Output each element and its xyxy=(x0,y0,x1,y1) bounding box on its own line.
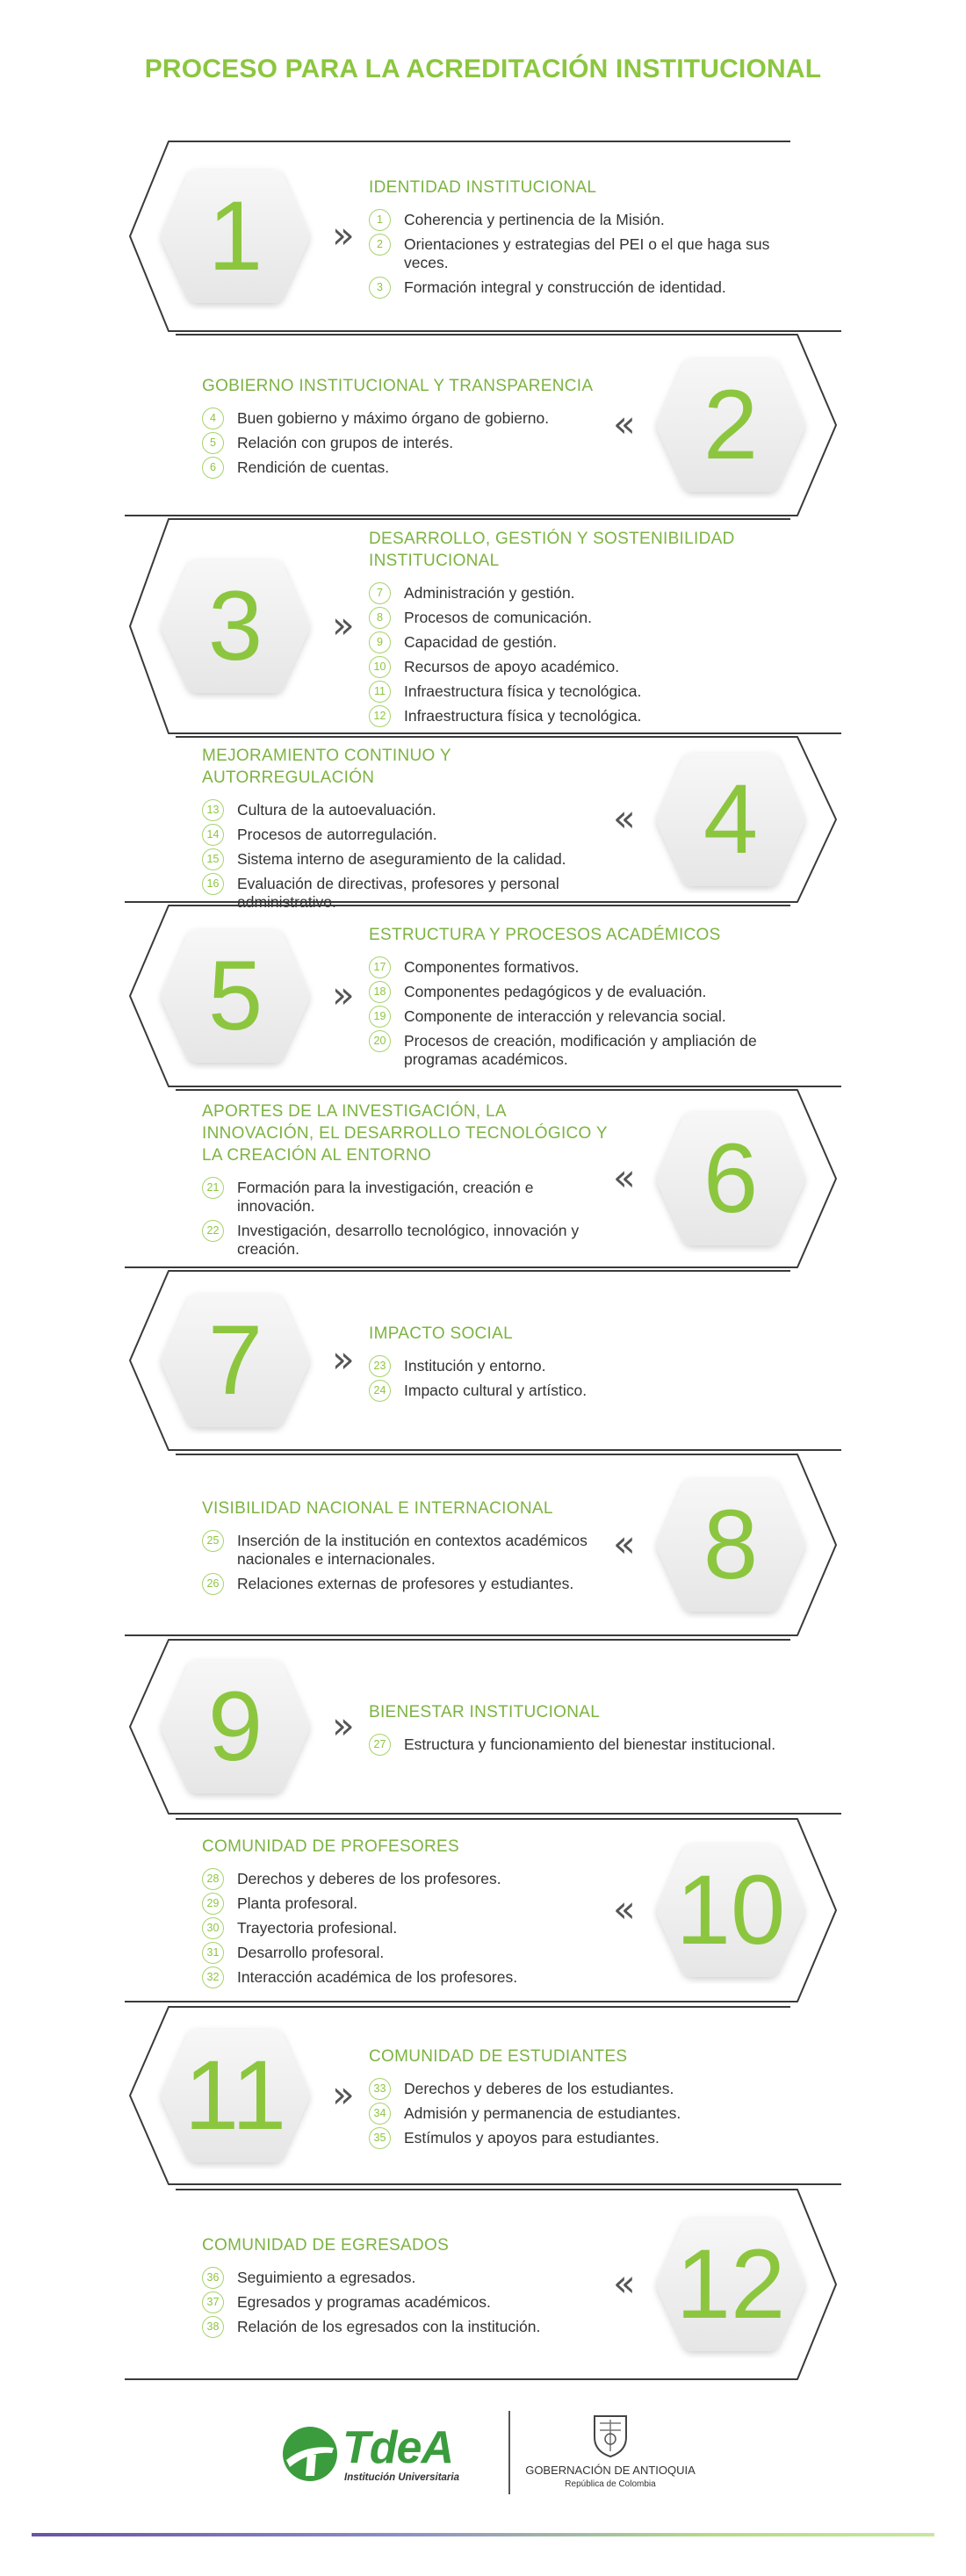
section-number: 9 xyxy=(207,1671,263,1781)
list-item xyxy=(369,1357,799,1375)
footer xyxy=(0,2402,966,2507)
item-number-badge: 21 xyxy=(202,1177,224,1199)
section-3 xyxy=(0,518,966,734)
item-text: Admisión y permanencia de estudiantes. xyxy=(404,2103,681,2122)
section-items xyxy=(369,1735,799,1754)
section-number: 6 xyxy=(703,1123,759,1233)
list-item xyxy=(369,211,799,229)
gobernacion-name: GOBERNACIÓN DE ANTIOQUIA xyxy=(525,2464,696,2477)
chevron-right-icon: » xyxy=(332,213,355,256)
item-text: Componentes pedagógicos y de evaluación. xyxy=(404,983,707,1000)
section-number: 1 xyxy=(207,181,263,291)
item-number-badge: 14 xyxy=(202,824,224,846)
section-content xyxy=(202,1497,615,1599)
item-number-badge: 11 xyxy=(369,681,391,703)
section-9 xyxy=(0,1639,966,1815)
item-number-badge: 38 xyxy=(202,2316,224,2338)
item-number-badge: 24 xyxy=(369,1380,391,1402)
list-item xyxy=(202,1944,615,1962)
list-item xyxy=(202,801,615,819)
section-items xyxy=(369,584,799,725)
item-number-badge: 36 xyxy=(202,2267,224,2289)
section-7 xyxy=(0,1270,966,1451)
item-number-badge: 29 xyxy=(202,1893,224,1915)
tdea-subtitle: Institución Universitaria xyxy=(344,2472,460,2483)
item-text: Procesos de comunicación. xyxy=(404,609,592,626)
section-items xyxy=(202,1532,615,1593)
section-content xyxy=(202,1100,615,1265)
tdea-emblem-icon xyxy=(281,2425,339,2483)
item-text: Formación para la investigación, creación e innovación. xyxy=(237,1178,534,1215)
item-text: Estímulos y apoyos para estudiantes. xyxy=(404,2128,660,2147)
item-text: Cultura de la autoevaluación. xyxy=(237,801,436,819)
list-item xyxy=(202,2318,615,2336)
item-text: Coherencia y pertinencia de la Misión. xyxy=(404,211,665,228)
item-number-badge: 2 xyxy=(369,234,391,256)
section-10 xyxy=(0,1818,966,2002)
item-number-badge: 22 xyxy=(202,1220,224,1242)
item-number-badge: 12 xyxy=(369,705,391,727)
item-number-badge: 25 xyxy=(202,1530,224,1552)
list-item xyxy=(369,278,799,297)
section-number: 10 xyxy=(675,1855,786,1965)
list-item xyxy=(202,1532,615,1569)
item-number-badge: 32 xyxy=(202,1966,224,1988)
section-items xyxy=(369,211,799,297)
item-text: Investigación, desarrollo tecnológico, innovación y creación. xyxy=(237,1221,580,1258)
section-number: 12 xyxy=(675,2229,786,2339)
chevron-left-icon: « xyxy=(613,1887,636,1930)
section-title: COMUNIDAD DE EGRESADOS xyxy=(202,2235,450,2255)
item-text: Infraestructura física y tecnológica. xyxy=(404,707,642,725)
section-12 xyxy=(0,2189,966,2380)
item-number-badge: 16 xyxy=(202,873,224,895)
item-text: Capacidad de gestión. xyxy=(404,633,558,651)
item-number-badge: 28 xyxy=(202,1868,224,1890)
section-title: ESTRUCTURA Y PROCESOS ACADÉMICOS xyxy=(369,926,721,944)
item-text: Desarrollo profesoral. xyxy=(237,1943,385,1961)
chevron-left-icon: « xyxy=(613,402,636,445)
section-2 xyxy=(0,334,966,516)
item-text: Infraestructura física y tecnológica. xyxy=(404,682,642,700)
item-number-badge: 6 xyxy=(202,457,224,479)
item-text: Relaciones externas de profesores y estudiantes. xyxy=(237,1575,574,1592)
section-items xyxy=(202,409,615,477)
item-text: Recursos de apoyo académico. xyxy=(404,658,620,675)
item-text: Formación integral y construcción de identidad. xyxy=(404,278,726,296)
section-title: COMUNIDAD DE PROFESORES xyxy=(202,1836,459,1856)
section-number: 3 xyxy=(207,571,263,681)
section-items xyxy=(369,1357,799,1400)
chevron-right-icon: » xyxy=(332,2073,355,2116)
section-title: IDENTIDAD INSTITUCIONAL xyxy=(369,178,597,197)
item-number-badge: 20 xyxy=(369,1030,391,1052)
item-text: Impacto cultural y artístico. xyxy=(404,1381,588,1399)
list-item xyxy=(369,2104,799,2123)
item-number-badge: 30 xyxy=(202,1917,224,1939)
item-text: Inserción de la institución en contextos académicos nacionales e internacionales. xyxy=(237,1532,588,1568)
item-text: Egresados y programas académicos. xyxy=(237,2292,491,2311)
section-items xyxy=(369,2080,799,2147)
item-text: Evaluación de directivas, profesores y personal administrativo. xyxy=(237,875,559,911)
section-title: MEJORAMIENTO CONTINUO Y AUTORREGULACIÓN xyxy=(202,747,451,787)
list-item xyxy=(369,633,799,652)
section-4 xyxy=(0,736,966,911)
item-text: Componente de interacción y relevancia social. xyxy=(404,1007,726,1025)
item-text: Seguimiento a egresados. xyxy=(237,2268,416,2286)
section-items xyxy=(202,1179,615,1259)
item-text: Procesos de autorregulación. xyxy=(237,826,437,843)
item-number-badge: 17 xyxy=(369,956,391,978)
item-number-badge: 19 xyxy=(369,1006,391,1028)
item-number-badge: 7 xyxy=(369,582,391,604)
section-number: 5 xyxy=(207,941,263,1050)
list-item xyxy=(369,682,799,701)
list-item xyxy=(202,1222,615,1259)
item-text: Derechos y deberes de los estudiantes. xyxy=(404,2079,674,2097)
list-item xyxy=(202,850,615,869)
chevron-right-icon: » xyxy=(332,1338,355,1381)
list-item xyxy=(369,658,799,676)
chevron-right-icon: » xyxy=(332,973,355,1016)
item-number-badge: 26 xyxy=(202,1573,224,1595)
item-number-badge: 15 xyxy=(202,848,224,870)
section-title: COMUNIDAD DE ESTUDIANTES xyxy=(369,2046,628,2066)
item-text: Sistema interno de aseguramiento de la calidad. xyxy=(237,850,566,868)
section-content xyxy=(369,1701,799,1760)
section-items xyxy=(202,801,615,912)
section-11 xyxy=(0,2006,966,2185)
section-content xyxy=(202,1836,615,1993)
list-item xyxy=(369,2080,799,2098)
item-text: Institución y entorno. xyxy=(404,1356,546,1375)
section-6 xyxy=(0,1089,966,1268)
item-number-badge: 37 xyxy=(202,2291,224,2313)
list-item xyxy=(202,1870,615,1888)
list-item xyxy=(369,983,799,1001)
item-number-badge: 35 xyxy=(369,2127,391,2149)
item-number-badge: 4 xyxy=(202,408,224,429)
chevron-left-icon: « xyxy=(613,797,636,840)
section-number: 2 xyxy=(703,370,759,480)
list-item xyxy=(202,1894,615,1913)
item-number-badge: 5 xyxy=(202,432,224,454)
list-item xyxy=(202,2269,615,2287)
section-content xyxy=(202,745,615,918)
section-8 xyxy=(0,1454,966,1636)
list-item xyxy=(202,458,615,477)
section-number: 8 xyxy=(703,1490,759,1599)
list-item xyxy=(369,707,799,725)
list-item xyxy=(369,235,799,272)
item-number-badge: 8 xyxy=(369,607,391,629)
item-text: Administración y gestión. xyxy=(404,584,575,602)
list-item xyxy=(369,1735,799,1754)
section-title: GOBIERNO INSTITUCIONAL Y TRANSPARENCIA xyxy=(202,376,594,395)
list-item xyxy=(202,1968,615,1987)
section-title: VISIBILIDAD NACIONAL E INTERNACIONAL xyxy=(202,1499,553,1518)
section-content xyxy=(369,528,799,732)
section-title: BIENESTAR INSTITUCIONAL xyxy=(369,1702,601,1721)
item-number-badge: 18 xyxy=(369,981,391,1003)
list-item xyxy=(202,1919,615,1937)
tdea-name: TdeA xyxy=(342,2422,453,2473)
item-number-badge: 13 xyxy=(202,799,224,821)
section-content xyxy=(369,177,799,303)
section-title: DESARROLLO, GESTIÓN Y SOSTENIBILIDAD INSTITUCIONAL xyxy=(369,530,735,570)
gobernacion-logo xyxy=(523,2413,698,2500)
list-item xyxy=(202,434,615,452)
item-number-badge: 10 xyxy=(369,656,391,678)
section-1 xyxy=(0,141,966,332)
list-item xyxy=(202,2293,615,2312)
list-item xyxy=(369,1007,799,1026)
item-text: Procesos de creación, modificación y ampliación de programas académicos. xyxy=(404,1032,757,1068)
item-text: Rendición de cuentas. xyxy=(237,458,390,476)
section-number: 7 xyxy=(207,1305,263,1415)
section-title: IMPACTO SOCIAL xyxy=(369,1324,513,1343)
page-title: PROCESO PARA LA ACREDITACIÓN INSTITUCIONAL xyxy=(144,54,822,83)
section-content xyxy=(369,2046,799,2154)
item-text: Planta profesoral. xyxy=(237,1894,358,1912)
section-items xyxy=(202,1870,615,1987)
footer-divider xyxy=(508,2411,510,2494)
section-content xyxy=(202,375,615,483)
section-content xyxy=(202,2234,615,2342)
list-item xyxy=(369,1382,799,1400)
item-number-badge: 3 xyxy=(369,277,391,299)
chevron-right-icon: » xyxy=(332,1704,355,1747)
list-item xyxy=(369,609,799,627)
list-item xyxy=(369,584,799,603)
item-text: Orientaciones y estrategias del PEI o el que haga sus veces. xyxy=(404,235,770,271)
footer-gradient-line xyxy=(32,2533,934,2536)
section-content xyxy=(369,1323,799,1406)
item-text: Componentes formativos. xyxy=(404,958,580,976)
section-number: 4 xyxy=(703,764,759,874)
list-item xyxy=(202,409,615,428)
item-text: Trayectoria profesional. xyxy=(237,1918,398,1937)
section-title: APORTES DE LA INVESTIGACIÓN, LA INNOVACIÓN, EL DESARROLLO TECNOLÓGICO Y LA CREACIÓN AL ENTORNO xyxy=(202,1101,608,1165)
section-items xyxy=(369,958,799,1069)
list-item xyxy=(202,826,615,844)
item-number-badge: 1 xyxy=(369,209,391,231)
section-items xyxy=(202,2269,615,2336)
item-number-badge: 23 xyxy=(369,1355,391,1377)
item-number-badge: 9 xyxy=(369,631,391,653)
list-item xyxy=(202,1575,615,1593)
section-5 xyxy=(0,905,966,1087)
chevron-right-icon: » xyxy=(332,603,355,646)
chevron-left-icon: « xyxy=(613,1156,636,1199)
list-item xyxy=(369,958,799,977)
item-number-badge: 34 xyxy=(369,2103,391,2125)
chevron-left-icon: « xyxy=(613,2262,636,2305)
item-text: Interacción académica de los profesores. xyxy=(237,1967,518,1986)
gobernacion-subtitle: República de Colombia xyxy=(565,2479,656,2489)
coat-of-arms-icon xyxy=(591,2413,630,2458)
item-number-badge: 27 xyxy=(369,1734,391,1756)
tdea-logo xyxy=(281,2420,483,2490)
chevron-left-icon: « xyxy=(613,1522,636,1565)
item-text: Relación de los egresados con la institución. xyxy=(237,2317,541,2335)
list-item xyxy=(369,1032,799,1069)
section-content xyxy=(369,924,799,1075)
item-number-badge: 33 xyxy=(369,2078,391,2100)
item-text: Derechos y deberes de los profesores. xyxy=(237,1869,501,1887)
item-text: Relación con grupos de interés. xyxy=(237,433,454,451)
item-text: Estructura y funcionamiento del bienestar institucional. xyxy=(404,1735,776,1753)
item-number-badge: 31 xyxy=(202,1942,224,1964)
item-text: Buen gobierno y máximo órgano de gobierno. xyxy=(237,408,550,427)
list-item xyxy=(369,2129,799,2147)
list-item xyxy=(202,1179,615,1216)
section-number: 11 xyxy=(184,2040,287,2150)
